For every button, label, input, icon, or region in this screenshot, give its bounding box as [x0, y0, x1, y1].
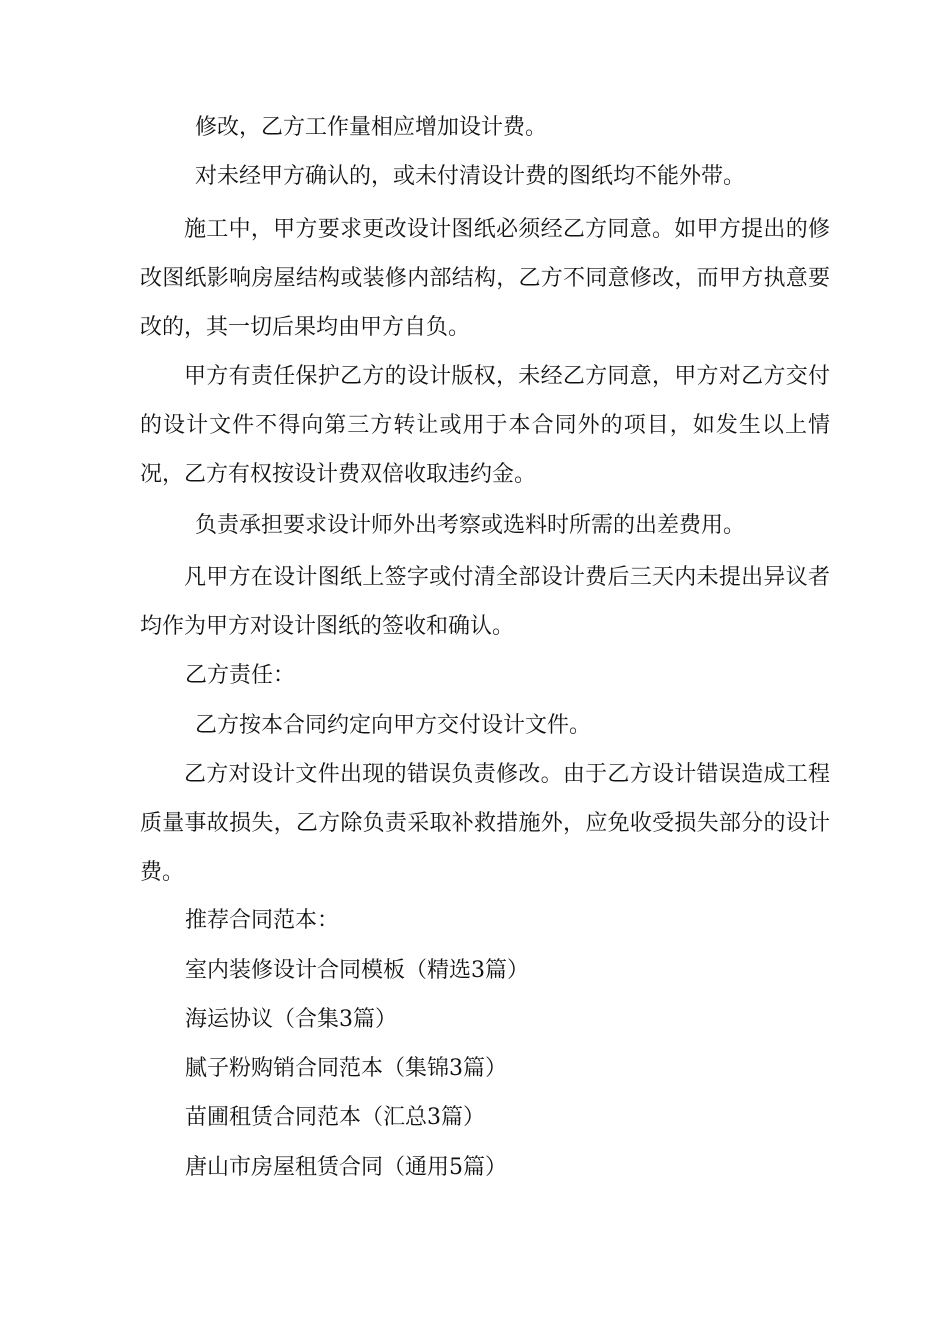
- paragraph: 乙方对设计文件出现的错误负责修改。由于乙方设计错误造成工程质量事故损失，乙方除负责采取补救措施外，应免收受损失部分的设计费。: [140, 762, 830, 885]
- paragraph: 乙方按本合同约定向甲方交付设计文件。: [195, 713, 592, 738]
- recommend-link[interactable]: 苗圃租赁合同范本（汇总3篇）: [185, 1105, 485, 1130]
- recommend-link[interactable]: 室内装修设计合同模板（精选3篇）: [185, 958, 529, 983]
- recommend-link[interactable]: 海运协议（合集3篇）: [185, 1007, 397, 1032]
- paragraph: 修改，乙方工作量相应增加设计费。: [195, 115, 548, 140]
- recommend-link[interactable]: 唐山市房屋租赁合同（通用5篇）: [185, 1155, 507, 1180]
- section-heading: 乙方责任：: [185, 663, 296, 688]
- paragraph: 对未经甲方确认的，或未付清设计费的图纸均不能外带。: [195, 164, 746, 189]
- recommend-link[interactable]: 腻子粉购销合同范本（集锦3篇）: [185, 1056, 507, 1081]
- paragraph: 甲方有责任保护乙方的设计版权，未经乙方同意，甲方对乙方交付的设计文件不得向第三方转让或用于本合同外的项目，如发生以上情况，乙方有权按设计费双倍收取违约金。: [140, 364, 830, 487]
- recommend-heading: 推荐合同范本：: [185, 908, 340, 933]
- paragraph: 负责承担要求设计师外出考察或选料时所需的出差费用。: [195, 513, 746, 538]
- paragraph: 凡甲方在设计图纸上签字或付清全部设计费后三天内未提出异议者均作为甲方对设计图纸的签收和确认。: [140, 565, 830, 639]
- paragraph: 施工中，甲方要求更改设计图纸必须经乙方同意。如甲方提出的修改图纸影响房屋结构或装修内部结构，乙方不同意修改，而甲方执意要改的，其一切后果均由甲方自负。: [140, 217, 830, 340]
